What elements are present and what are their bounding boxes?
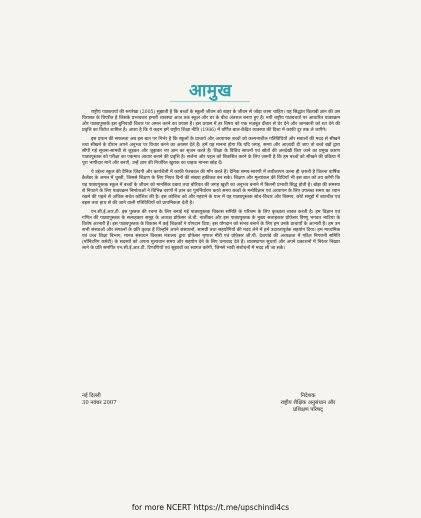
title-divider (170, 101, 250, 102)
signature-org-line2: प्रशिक्षण परिषद् (293, 407, 323, 413)
paragraph: राष्ट्रीय पाठ्यचर्या की रूपरेखा (2005) सुझाती है कि बच्चों के स्कूली जीवन को बाहर के जीवन से जोड़ा जाना चाहिए। यह सिद्धांत किताबी ज्ञान की उस विरासत के विपरीत है जिसके प्रभाववश हमारी व्यवस्था आज तक स्कूल और घर के बीच अंतराल बनाए हुए है। नयी राष्ट्रीय पाठ्यचर्या पर आधारित पाठ्यक्रम और पाठ्यपुस्तकें इस बुनियादी विचार पर अमल करने का प्रयास हैं। इस प्रयास में हर विषय को एक मज़बूत दीवार से घेर देने और जानकारी को रटा देने की प्रवृत्ति का विरोध शामिल है। आशा है कि ये कदम हमें राष्ट्रीय शिक्षा नीति (1986) में वर्णित बाल-केंद्रित व्यवस्था की दिशा में काफ़ी दूर तक ले जाएँगे। (82, 110, 340, 134)
signature-place: नई दिल्ली (82, 393, 101, 399)
paragraph: इस प्रयत्न की सफलता अब इस बात पर निर्भर है कि स्कूलों के प्राचार्य और अध्यापक बच्चों को कल्पनाशील गतिविधियों और सवालों की मदद से सीखने तथा सीखने के दौरान अपने अनुभव पर विचार करने का अवसर देते हैं। हमें यह मानना होगा कि यदि जगह, समय और आज़ादी दी जाए तो बच्चे बड़ों द्वारा सौंपी गई सूचना-सामग्री से जुड़कर और जूझकर नए ज्ञान का सृजन करते हैं। शिक्षा के विविध साधनों एवं स्रोतों की अनदेखी किए जाने का प्रमुख कारण पाठ्यपुस्तक को परीक्षा का एकमात्र आधार बनाने की प्रवृत्ति है। सर्जना और पहल को विकसित करने के लिए ज़रूरी है कि हम बच्चों को सीखने की प्रक्रिया में पूरा भागीदार मानें और बनाएँ, उन्हें ज्ञान की निर्धारित खुराक का ग्राहक मानना छोड़ दें। (82, 137, 340, 167)
signature-place-date (82, 393, 117, 407)
page-title: आमुख (189, 81, 232, 101)
paragraph: ये उद्देश्य स्कूल की दैनिक ज़िंदगी और कार्यशैली में काफ़ी फेरबदल की माँग करते हैं। दैनिक समय-सारणी में लचीलापन उतना ही ज़रूरी है जितना वार्षिक कैलेंडर के अमल में चुस्ती, जिससे शिक्षण के लिए नियत दिनों की संख्या हकीकत बन सके। शिक्षण और मूल्यांकन की विधियाँ भी इस बात को तय करेंगी कि यह पाठ्यपुस्तक स्कूल में बच्चों के जीवन को मानसिक दबाव तथा बोरियत की जगह खुशी का अनुभव बनाने में कितनी प्रभावी सिद्ध होती है। बोझ की समस्या से निपटने के लिए पाठ्यक्रम निर्माताओं ने विभिन्न चरणों में ज्ञान का पुनर्निर्धारण करते समय बच्चों के मनोविज्ञान एवं अध्यापन के लिए उपलब्ध समय का ध्यान रखने की पहले से अधिक सचेत कोशिश की है। इस कोशिश को और गहराने के यत्न में यह पाठ्यपुस्तक सोच-विचार और विस्मय, छोटे समूहों में बातचीत एवं बहस तथा हाथ से की जाने वाली गतिविधियों को प्राथमिकता देती है। (82, 170, 340, 206)
signature-block (268, 393, 348, 414)
signature-role: निदेशक (300, 393, 316, 399)
paragraph: एन.सी.ई.आर.टी. इस पुस्तक की रचना के लिए बनाई गई पाठ्यपुस्तक विकास समिति के परिश्रम के लिए कृतज्ञता व्यक्त करती है। हम विज्ञान एवं गणित की पाठ्यपुस्तक के सलाहकार समूह के अध्यक्ष प्रोफ़ेसर जे.वी. नार्लीकर और इस पाठ्यपुस्तक के मुख्य सलाहकार प्रोफ़ेसर विष्णु भगवत भाटिया के विशेष आभारी हैं। इस पाठ्यपुस्तक के विकास में कई शिक्षकों ने योगदान दिया; इस योगदान को संभव बनाने के लिए हम उनके प्राचार्यों के आभारी हैं। हम उन सभी संस्थाओं और संगठनों के प्रति कृतज्ञ हैं जिन्होंने अपने संसाधनों, सामग्री तथा सहयोगियों की मदद लेने में हमें उदारतापूर्वक सहयोग दिया। हम माध्यमिक एवं उच्च शिक्षा विभाग, मानव संसाधन विकास मंत्रालय द्वारा प्रोफ़ेसर मृणाल मीरी एवं प्रोफ़ेसर जी.पी. देशपांडे की अध्यक्षता में गठित निगरानी समिति (मॉनिटरिंग कमेटी) के सदस्यों को अपना मूल्यवान समय और सहयोग देने के लिए धन्यवाद देते हैं। व्यवस्थागत सुधारों और अपने प्रकाशनों में निरंतर निखार लाने के प्रति समर्पित एन.सी.ई.आर.टी. टिप्पणियों एवं सुझावों का स्वागत करेगी, जिनसे भावी संशोधनों में मदद ली जा सके। (82, 209, 340, 251)
signature-org-line1: राष्ट्रीय शैक्षिक अनुसंधान और (280, 400, 336, 406)
foreword-body (82, 110, 340, 255)
signature-date: 30 नवंबर 2007 (82, 400, 117, 406)
footer-link[interactable]: for more NCERT https://t.me/upschindi4cs (131, 503, 290, 512)
